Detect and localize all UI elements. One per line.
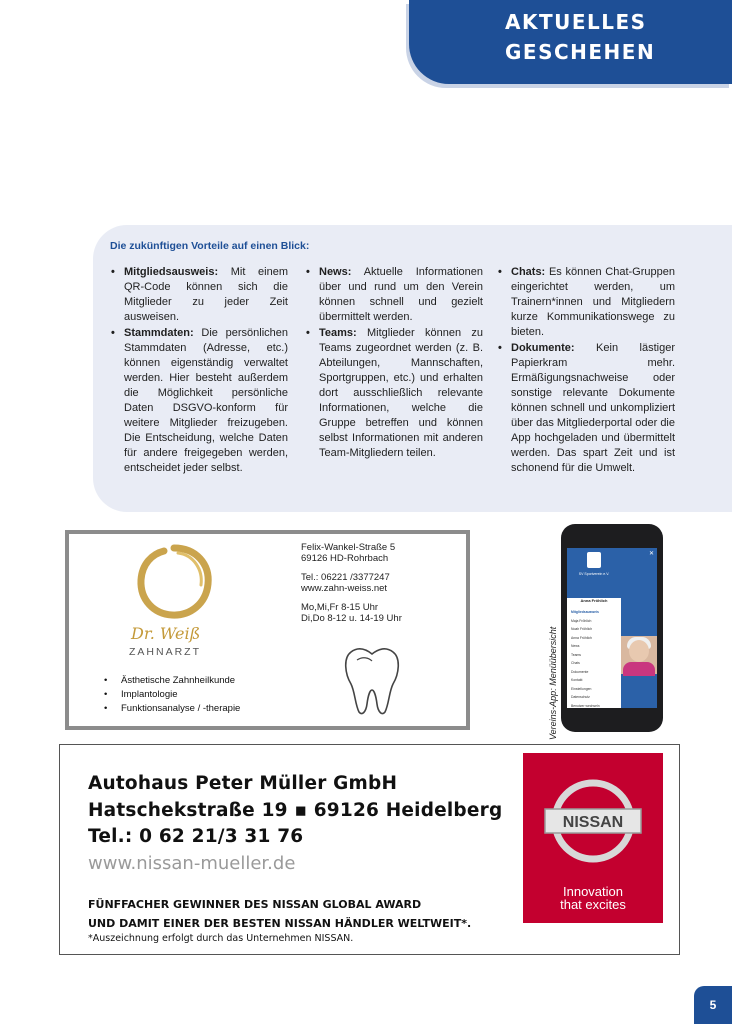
app-menu-item[interactable]: Noah Fröhlich (571, 627, 593, 631)
club-badge-icon (587, 552, 601, 568)
benefit-text: Kein lästiger Papierkram mehr. Ermäßigungsnachweise oder sonstige relevante Dokumente können schnell und unkompliziert über das Mitgliederportal oder die App hochgeladen und übermittelt werden. Das spart Zeit und ist schonend für die Umwelt. (511, 342, 675, 474)
nissan-advertisement (59, 744, 680, 955)
app-club-name: SV Sportverein e.V. (578, 572, 610, 576)
nissan-tagline (523, 885, 663, 911)
benefit-term: Stammdaten: (124, 327, 194, 339)
nissan-emblem-icon (543, 771, 643, 871)
benefit-text: Die persönlichen Stammdaten (Adresse, etc.) können eigenständig verwaltet werden. Hier besteht außerdem die Möglichkeit persönliche Daten DSGVO-konform für weitere Mitglieder freizugeben. Die Entscheidung, welche Daten für andere freigegeben werden, entscheidet jeder selbst. (124, 327, 288, 474)
dealer-phone: Tel.: 0 62 21/3 31 76 (88, 826, 304, 847)
benefit-text: Aktuelle Informationen über und rund um den Verein können schnell und gezielt übermittelt werden. (319, 266, 483, 323)
nissan-logo (523, 753, 663, 923)
phone-mockup (561, 524, 663, 732)
dentist-services-list (99, 674, 240, 716)
section-title-line2: GESCHEHEN (505, 40, 656, 64)
dentist-city: 69126 HD-Rohrbach (301, 553, 389, 564)
close-icon[interactable]: ✕ (649, 551, 655, 557)
app-menu-item[interactable]: Einstellungen (571, 686, 592, 691)
award-line-1: FÜNFFACHER GEWINNER DES NISSAN GLOBAL AWARD (88, 898, 422, 911)
page-number: 5 (694, 986, 732, 1024)
award-line-2: UND DAMIT EINER DER BESTEN NISSAN HÄNDLER WELTWEIT*. (88, 917, 472, 930)
app-user-name: Anna Fröhlich (580, 598, 608, 603)
phone-screen (567, 548, 657, 708)
benefits-column-3 (495, 265, 675, 477)
benefit-item (495, 341, 675, 476)
dentist-brand-name: Dr. Weiß (131, 624, 201, 643)
dentist-street: Felix-Wankel-Straße 5 (301, 542, 396, 553)
award-footnote: *Auszeichnung erfolgt durch das Unternehmen NISSAN. (88, 933, 354, 944)
benefit-term: Teams: (319, 327, 357, 339)
benefit-term: News: (319, 266, 352, 278)
brush-circle-logo-icon (134, 542, 214, 622)
dealer-address: Hatschekstraße 19 ▪ 69126 Heidelberg (88, 800, 503, 821)
section-title-line1: AKTUELLES (505, 10, 647, 34)
dentist-hours-1: Mo,Mi,Fr 8-15 Uhr (301, 602, 379, 613)
app-menu (571, 608, 621, 708)
nissan-logo-text: NISSAN (562, 814, 624, 831)
list-item: • Implantologie (99, 688, 240, 702)
dealer-award (88, 895, 471, 933)
benefits-column-2 (303, 265, 483, 462)
app-menu-item[interactable]: Kontakt (571, 678, 583, 682)
app-background-panel (621, 548, 657, 708)
dentist-contact (301, 542, 402, 624)
benefits-heading: Die zukünftigen Vorteile auf einen Blick: (110, 240, 310, 252)
dentist-brand-subtitle: ZAHNARZT (129, 646, 201, 658)
app-menu-item[interactable]: Datenschutz (571, 695, 590, 699)
app-header (567, 548, 621, 598)
app-menu-item[interactable]: Chats (571, 661, 580, 665)
benefit-term: Dokumente: (511, 342, 575, 354)
list-item: • Ästhetische Zahnheilkunde (99, 674, 240, 688)
benefit-item (303, 265, 483, 325)
section-header-tab (409, 0, 732, 84)
dentist-advertisement (65, 530, 470, 730)
benefit-item (303, 326, 483, 461)
benefit-text: Es können Chat-Gruppen eingerichtet werden, um Trainern*innen und Mitgliedern kurze Kommunikationswege zu bieten. (511, 266, 675, 338)
tooth-icon (341, 646, 403, 716)
benefits-panel (93, 225, 732, 512)
nissan-tagline-2: that excites (560, 897, 626, 912)
dentist-phone: Tel.: 06221 /3377247 (301, 572, 390, 583)
list-item: • Funktionsanalyse / -therapie (99, 702, 240, 716)
app-menu-item[interactable]: Anna Fröhlich (571, 635, 592, 640)
dealer-name: Autohaus Peter Müller GmbH (88, 773, 398, 794)
dentist-website[interactable]: www.zahn-weiss.net (301, 583, 388, 594)
benefits-column-1 (108, 265, 288, 477)
app-menu-item[interactable]: Mitgliedsausweis (571, 610, 599, 614)
app-menu-item[interactable]: News (571, 644, 580, 648)
nissan-tagline-1: Innovation (563, 884, 623, 899)
benefit-item (495, 265, 675, 340)
app-menu-item[interactable]: Teams (571, 652, 581, 657)
benefit-item (108, 326, 288, 476)
benefit-term: Chats: (511, 266, 546, 278)
benefit-text: Mit einem QR-Code können sich die Mitglieder zu jeder Zeit ausweisen. (124, 266, 288, 323)
dealer-website[interactable]: www.nissan-mueller.de (88, 853, 296, 874)
benefit-text: Mitglieder können zu Teams zugeordnet werden (z. B. Abteilungen, Mannschaften, Sportgruppen, etc.) und erhalten dort ausschließlich relevante Informationen, welche die Gruppe betreffen und können selbst Informationen mit anderen Team-Mitgliedern teilen. (319, 327, 483, 459)
phone-caption: Vereins-App: Menüübersicht (548, 626, 558, 740)
dentist-hours-2: Di,Do 8-12 u. 14-19 Uhr (301, 613, 402, 624)
app-menu-item[interactable]: Dokumente (571, 669, 589, 674)
app-menu-item[interactable]: Benutzer wechseln (571, 703, 600, 708)
member-photo (621, 636, 657, 674)
benefit-term: Mitgliedsausweis: (124, 266, 219, 278)
app-menu-item[interactable]: Maja Fröhlich (571, 618, 592, 623)
benefit-item (108, 265, 288, 325)
